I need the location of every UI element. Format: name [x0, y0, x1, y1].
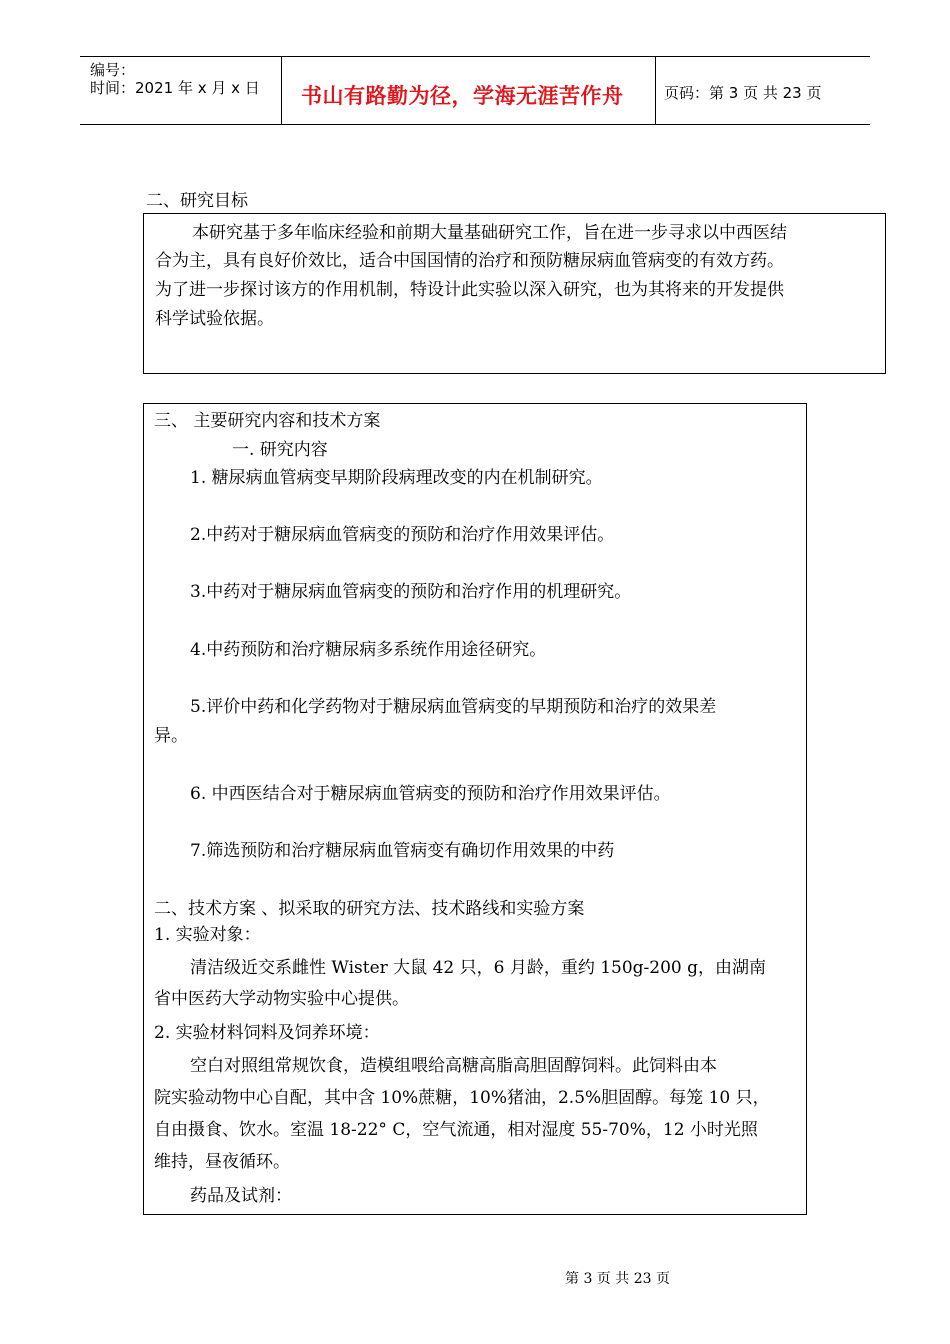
header-top-rule [80, 56, 870, 57]
research-item: 2.中药对于糖尿病血管病变的预防和治疗作用效果评估。 [190, 525, 615, 545]
objectives-line: 合为主，具有良好价效比，适合中国国情的治疗和预防糖尿病血管病变的有效方药。 [155, 251, 784, 271]
page-footer: 第 3 页 共 23 页 [565, 1271, 670, 1287]
research-item: 5.评价中药和化学药物对于糖尿病血管病变的早期预防和治疗的效果差 [190, 697, 717, 717]
drugs-title: 药品及试剂： [190, 1186, 292, 1206]
materials-line: 自由摄食、饮水。室温 18-22° C，空气流通，相对湿度 55-70%，12 小时光照 [154, 1120, 758, 1140]
header-bottom-rule [80, 124, 870, 125]
section-heading-objectives: 二、研究目标 [146, 191, 248, 211]
materials-line: 空白对照组常规饮食，造模组喂给高糖高脂高胆固醇饲料。此饲料由本 [190, 1056, 717, 1076]
header-divider-left [281, 56, 282, 125]
materials-title: 2. 实验材料饲料及饲养环境： [154, 1023, 380, 1043]
materials-line: 院实验动物中心自配，其中含 10%蔗糖，10%猪油，2.5%胆固醇。每笼 10 只， [154, 1088, 770, 1108]
section-heading-research-content: 三、 主要研究内容和技术方案 [154, 411, 381, 431]
research-item: 1. 糖尿病血管病变早期阶段病理改变的内在机制研究。 [190, 468, 603, 488]
experiment-subject-title: 1. 实验对象： [154, 925, 261, 945]
document-time-label: 时间：2021 年 x 月 x 日 [90, 79, 260, 97]
objectives-line: 为了进一步探讨该方的作用机制，特设计此实验以深入研究，也为其将来的开发提供 [155, 280, 784, 300]
research-item: 4.中药预防和治疗糖尿病多系统作用途径研究。 [190, 640, 547, 660]
research-item: 7.筛选预防和治疗糖尿病血管病变有确切作用效果的中药 [190, 841, 615, 861]
header-divider-right [655, 56, 656, 125]
experiment-subject-line: 清洁级近交系雌性 Wister 大鼠 42 只，6 月龄，重约 150g-200 g，由湖南 [190, 958, 767, 978]
subheading-research-content: 一. 研究内容 [232, 440, 328, 460]
research-item: 3.中药对于糖尿病血管病变的预防和治疗作用的机理研究。 [190, 582, 632, 602]
research-item: 6. 中西医结合对于糖尿病血管病变的预防和治疗作用效果评估。 [190, 784, 671, 804]
materials-line: 维持，昼夜循环。 [154, 1152, 290, 1172]
objectives-line: 本研究基于多年临床经验和前期大量基础研究工作，旨在进一步寻求以中西医结 [192, 223, 787, 243]
tech-plan-heading: 二、技术方案 、拟采取的研究方法、技术路线和实验方案 [154, 899, 585, 919]
document-number-label: 编号： [90, 61, 136, 79]
header-motto: 书山有路勤为径，学海无涯苦作舟 [301, 84, 624, 108]
research-item-continuation: 异。 [154, 726, 188, 746]
experiment-subject-line: 省中医药大学动物实验中心提供。 [154, 989, 409, 1009]
objectives-line: 科学试验依据。 [155, 309, 274, 329]
header-page-info: 页码：第 3 页 共 23 页 [664, 84, 822, 102]
